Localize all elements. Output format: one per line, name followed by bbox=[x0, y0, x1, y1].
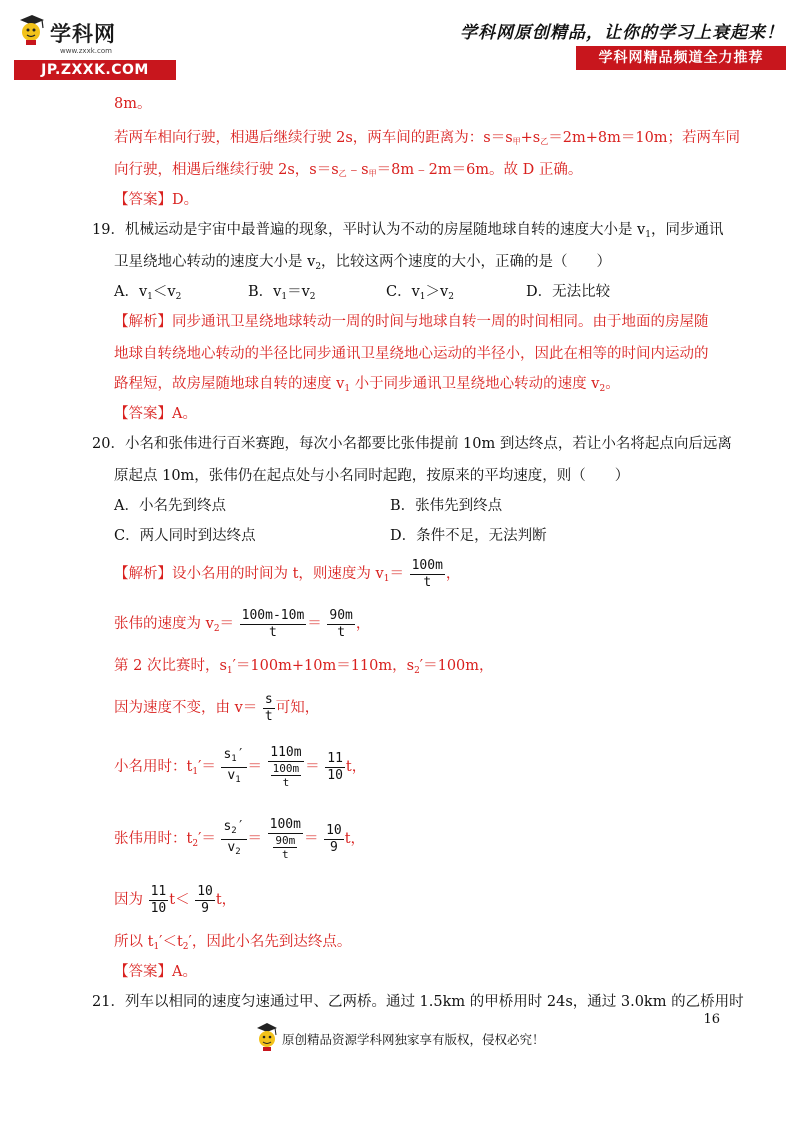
option-20-c: C．两人同时到达终点 bbox=[114, 528, 256, 544]
solution-20-line-2: 张伟的速度为 $v_2=$ $\frac{100m-10m}{t}$ ＝ $\frac{90m}{t}$ ， bbox=[114, 607, 371, 640]
text-line: 向行驶，相遇后继续行驶 2s，s＝s乙﹣s甲＝8m﹣2m＝6m。故 D 正确。 bbox=[114, 162, 583, 178]
text-line: 8m。 bbox=[114, 96, 152, 112]
answer-18: 【答案】D。 bbox=[114, 192, 199, 208]
fraction: $\frac{90m}{t}$ bbox=[275, 834, 296, 861]
option-19-b: B．$v_1=v_2$ bbox=[248, 284, 316, 302]
answer-19: 【答案】A。 bbox=[114, 406, 197, 422]
question-19-line-2: 卫星绕地心转动的速度大小是 $v_2$，比较这两个速度的大小，正确的是（ ） bbox=[114, 254, 612, 272]
text-line: 若两车相向行驶，相遇后继续行驶 2s，两车间的距离为：s＝s甲+s乙＝2m+8m＝10m；若两车同 bbox=[114, 130, 741, 146]
fraction: $\frac{100m}{\frac{90m}{t}}$ bbox=[269, 817, 301, 861]
copyright-notice: 原创精品资源学科网独家享有版权，侵权必究！ bbox=[282, 1032, 545, 1047]
solution-20-line-4: 因为速度不变，由 v＝ $\frac{s}{t}$ 可知， bbox=[114, 691, 320, 724]
option-20-b: B．张伟先到终点 bbox=[390, 498, 503, 514]
mascot-icon bbox=[254, 1022, 280, 1052]
page-header bbox=[0, 0, 800, 80]
option-19-a: A．$v_1<v_2$ bbox=[114, 284, 182, 302]
question-20-line-2: 原起点 10m，张伟仍在起点处与小名同时起跑，按原来的平均速度，则（ ） bbox=[114, 468, 630, 484]
header-slogan: 学科网原创精品，让你的学习上衰起来！ bbox=[460, 23, 784, 43]
solution-20-line-5: 小名用时：$t_1'=$ $\frac{s_1'}{v_1}$ ＝ $\frac{110m}{\frac{100m}{t}}$ ＝ $\frac{11}{10}$ t， bbox=[114, 745, 367, 789]
logo-small-url: www.zxxk.com bbox=[60, 47, 112, 55]
fraction: $\frac{11}{10}$ bbox=[327, 750, 343, 783]
fraction: $\frac{s}{t}$ bbox=[264, 691, 273, 724]
mascot-icon bbox=[16, 14, 46, 46]
fraction: $\frac{10}{9}$ bbox=[197, 883, 213, 916]
fraction: $\frac{110m}{\frac{100m}{t}}$ bbox=[268, 745, 305, 789]
answer-20: 【答案】A。 bbox=[114, 964, 197, 980]
page-number: 16 bbox=[703, 1012, 720, 1027]
fraction: $\frac{11}{10}$ bbox=[150, 883, 167, 916]
fraction: $\frac{10}{9}$ bbox=[326, 822, 342, 855]
solution-20-line-8: 所以 $t_1'<t_2'$，因此小名先到达终点。 bbox=[114, 934, 352, 952]
solution-19-line-1: 【解析】同步通讯卫星绕地球转动一周的时间与地球自转一周的时间相同。由于地面的房屋随 bbox=[114, 314, 709, 330]
question-19-line-1: 19．机械运动是宇宙中最普遍的现象，平时认为不动的房屋随地球自转的速度大小是 $v_1$，同步通讯 bbox=[92, 222, 724, 240]
question-20-line-1: 20．小名和张伟进行百米赛跑，每次小名都要比张伟提前 10m 到达终点，若让小名将起点向后远离 bbox=[92, 436, 732, 452]
fraction: $\frac{100m-10m}{t}$ bbox=[241, 607, 305, 640]
option-20-d: D．条件不足，无法判断 bbox=[390, 528, 547, 544]
solution-20-line-3: 第 2 次比赛时，$s_1'=100m+10m=110m$，$s_2'=100m$， bbox=[114, 658, 494, 676]
fraction: $\frac{s_2'}{v_2}$ bbox=[223, 818, 245, 857]
fraction: $\frac{100m}{t}$ bbox=[272, 762, 300, 789]
option-20-a: A．小名先到终点 bbox=[114, 498, 226, 514]
recommend-banner[interactable]: 学科网精品频道全力推荐 bbox=[576, 46, 786, 70]
fraction: $\frac{90m}{t}$ bbox=[329, 607, 353, 640]
solution-20-line-7: 因为 $\frac{11}{10}$ t＜ $\frac{10}{9}$ t， bbox=[114, 883, 237, 916]
option-19-c: C．$v_1>v_2$ bbox=[386, 284, 454, 302]
zxxk-logo[interactable] bbox=[14, 14, 184, 78]
solution-19-line-2: 地球自转绕地心转动的半径比同步通讯卫星绕地心运动的半径小，因此在相等的时间内运动的 bbox=[114, 346, 709, 362]
fraction: $\frac{100m}{t}$ bbox=[411, 557, 443, 590]
solution-20-line-1: 【解析】设小名用的时间为 t，则速度为 $v_1=$ $\frac{100m}{t}$ ， bbox=[114, 557, 461, 590]
logo-title: 学科网 bbox=[50, 22, 116, 46]
logo-url-banner[interactable]: JP.ZXXK.COM bbox=[14, 60, 176, 80]
solution-20-line-6: 张伟用时：$t_2'=$ $\frac{s_2'}{v_2}$ ＝ $\frac{100m}{\frac{90m}{t}}$ ＝ $\frac{10}{9}$ t， bbox=[114, 817, 366, 861]
solution-19-line-3: 路程短，故房屋随地球自转的速度 $v_1$ 小于同步通讯卫星绕地心转动的速度 $v_2$。 bbox=[114, 376, 620, 394]
question-21-line-1: 21．列车以相同的速度匀速通过甲、乙两桥。通过 1.5km 的甲桥用时 24s，通过 3.0km 的乙桥用时 bbox=[92, 994, 744, 1010]
fraction: $\frac{s_1'}{v_1}$ bbox=[223, 746, 245, 785]
option-19-d: D．无法比较 bbox=[526, 284, 611, 300]
